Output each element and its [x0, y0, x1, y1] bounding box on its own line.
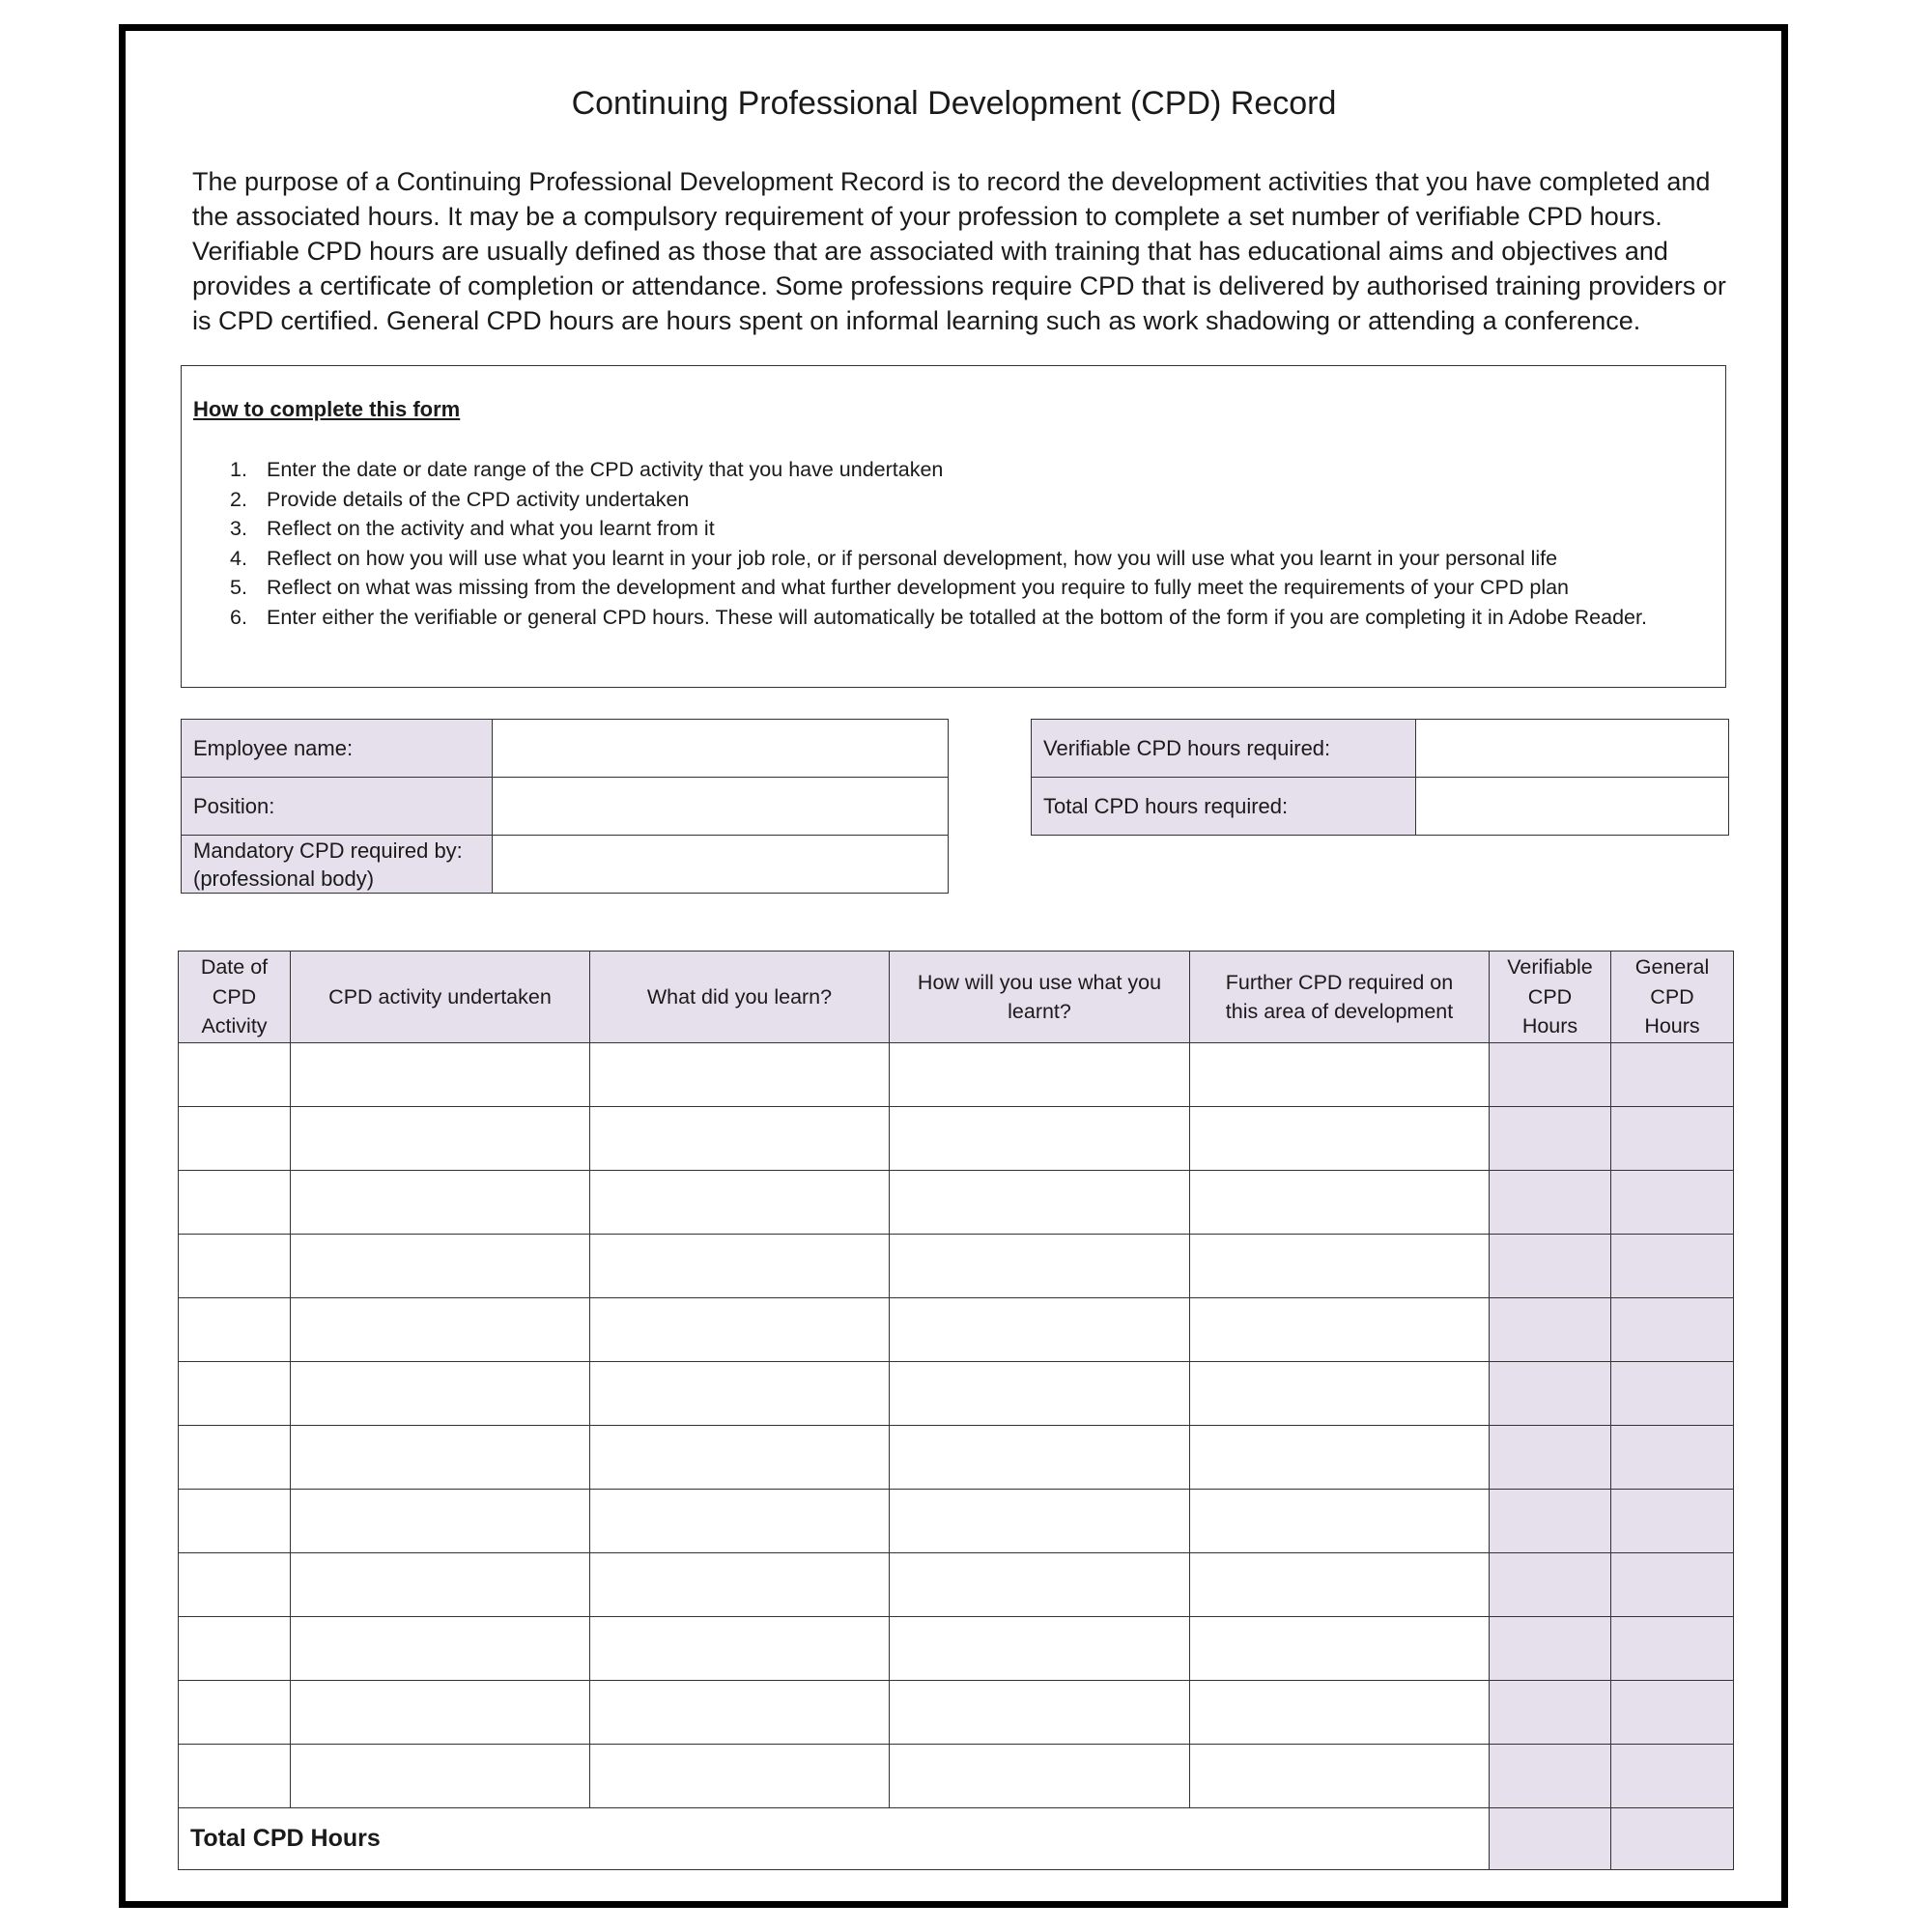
- further-cell[interactable]: [1190, 1426, 1490, 1490]
- learn-cell[interactable]: [590, 1617, 890, 1681]
- further-cell[interactable]: [1190, 1298, 1490, 1362]
- activity-cell[interactable]: [291, 1553, 590, 1617]
- step-text: Reflect on the activity and what you learnt from it: [267, 517, 715, 540]
- position-field[interactable]: [493, 778, 949, 836]
- instructions-title: How to complete this form: [193, 397, 461, 421]
- verifiable-hours-cell[interactable]: [1490, 1745, 1611, 1808]
- activity-cell[interactable]: [291, 1043, 590, 1107]
- header-verifiable-line: Verifiable: [1507, 955, 1593, 980]
- page-title: Continuing Professional Development (CPD) Record: [571, 85, 1337, 122]
- general-hours-cell[interactable]: [1611, 1490, 1734, 1553]
- hours-required-table: [1031, 719, 1729, 836]
- use-cell[interactable]: [890, 1490, 1190, 1553]
- further-cell[interactable]: [1190, 1490, 1490, 1553]
- step-number: 2.: [230, 487, 247, 511]
- header-further-line: Further CPD required on: [1225, 970, 1454, 994]
- further-cell[interactable]: [1190, 1043, 1490, 1107]
- date-cell[interactable]: [179, 1490, 291, 1553]
- use-cell[interactable]: [890, 1553, 1190, 1617]
- table-row: [179, 1235, 1734, 1298]
- learn-cell[interactable]: [590, 1426, 890, 1490]
- step-number: 6.: [230, 605, 247, 629]
- further-cell[interactable]: [1190, 1171, 1490, 1235]
- header-use-line: How will you use what you: [917, 970, 1162, 994]
- instruction-step: [230, 544, 1708, 574]
- cpd-log-table: [178, 951, 1734, 1870]
- use-cell[interactable]: [890, 1107, 1190, 1171]
- verifiable-hours-cell[interactable]: [1490, 1617, 1611, 1681]
- general-hours-cell[interactable]: [1611, 1235, 1734, 1298]
- further-cell[interactable]: [1190, 1681, 1490, 1745]
- learn-cell[interactable]: [590, 1553, 890, 1617]
- position-label: Position:: [182, 778, 493, 836]
- verifiable-hours-cell[interactable]: [1490, 1235, 1611, 1298]
- instruction-step: [230, 485, 1708, 515]
- general-hours-cell[interactable]: [1611, 1171, 1734, 1235]
- table-row: [179, 1426, 1734, 1490]
- header-general-line: CPD: [1650, 984, 1694, 1009]
- mandatory-cpd-field[interactable]: [493, 836, 949, 894]
- instructions-list: [230, 455, 1708, 632]
- use-cell[interactable]: [890, 1043, 1190, 1107]
- date-cell[interactable]: [179, 1362, 291, 1426]
- learn-cell[interactable]: [590, 1490, 890, 1553]
- verifiable-hours-cell[interactable]: [1490, 1426, 1611, 1490]
- general-hours-cell[interactable]: [1611, 1553, 1734, 1617]
- verifiable-hours-cell[interactable]: [1490, 1362, 1611, 1426]
- date-cell[interactable]: [179, 1298, 291, 1362]
- table-row: [179, 1553, 1734, 1617]
- step-number: 1.: [230, 458, 247, 481]
- verifiable-hours-cell[interactable]: [1490, 1107, 1611, 1171]
- activity-cell[interactable]: [291, 1107, 590, 1171]
- date-cell[interactable]: [179, 1617, 291, 1681]
- header-verifiable-line: Hours: [1521, 1014, 1578, 1038]
- intro-paragraph: The purpose of a Continuing Professional Development Record is to record the development activities that you have completed and the associated hours. It may be a compulsory requirement of your profession to complete a set number of verifiable CPD hours. Verifiable CPD hours are usually defined as those that are associated with training that has educational aims and objectives and provides a certificate of completion or attendance. Some professions require CPD that is delivered by authorised training providers or is CPD certified. General CPD hours are hours spent on informal learning such as work shadowing or attending a conference.: [192, 167, 1726, 335]
- table-row: [179, 1681, 1734, 1745]
- use-cell[interactable]: [890, 1745, 1190, 1808]
- use-cell[interactable]: [890, 1235, 1190, 1298]
- date-cell[interactable]: [179, 1745, 291, 1808]
- further-cell[interactable]: [1190, 1362, 1490, 1426]
- date-cell[interactable]: [179, 1043, 291, 1107]
- header-further: [1190, 952, 1490, 1043]
- table-row: [179, 1745, 1734, 1808]
- cpd-log-body: [179, 1043, 1734, 1808]
- activity-cell[interactable]: [291, 1298, 590, 1362]
- activity-cell[interactable]: [291, 1171, 590, 1235]
- learn-cell[interactable]: [590, 1745, 890, 1808]
- verifiable-hours-cell[interactable]: [1490, 1043, 1611, 1107]
- further-cell[interactable]: [1190, 1235, 1490, 1298]
- further-cell[interactable]: [1190, 1553, 1490, 1617]
- header-general: [1611, 952, 1734, 1043]
- employee-name-label: Employee name:: [182, 720, 493, 778]
- learn-cell[interactable]: [590, 1043, 890, 1107]
- total-hours-required-field[interactable]: [1416, 778, 1729, 836]
- further-cell[interactable]: [1190, 1617, 1490, 1681]
- table-row: [179, 1043, 1734, 1107]
- total-general-hours-cell[interactable]: [1611, 1808, 1734, 1870]
- step-number: 4.: [230, 546, 247, 570]
- use-cell[interactable]: [890, 1681, 1190, 1745]
- total-hours-required-label: Total CPD hours required:: [1032, 778, 1416, 836]
- employee-info-table: [181, 719, 949, 894]
- general-hours-cell[interactable]: [1611, 1617, 1734, 1681]
- learn-cell[interactable]: [590, 1235, 890, 1298]
- total-cpd-hours-label: Total CPD Hours: [179, 1808, 1490, 1870]
- general-hours-cell[interactable]: [1611, 1043, 1734, 1107]
- use-cell[interactable]: [890, 1617, 1190, 1681]
- date-cell[interactable]: [179, 1553, 291, 1617]
- activity-cell[interactable]: [291, 1681, 590, 1745]
- instruction-step: [230, 455, 1708, 485]
- learn-cell[interactable]: [590, 1298, 890, 1362]
- table-row: [179, 1107, 1734, 1171]
- header-activity: CPD activity undertaken: [291, 952, 590, 1043]
- mandatory-cpd-label-line1: Mandatory CPD required by:: [193, 838, 463, 863]
- activity-cell[interactable]: [291, 1490, 590, 1553]
- activity-cell[interactable]: [291, 1617, 590, 1681]
- verifiable-hours-cell[interactable]: [1490, 1553, 1611, 1617]
- activity-cell[interactable]: [291, 1745, 590, 1808]
- instructions-box: [181, 365, 1726, 688]
- header-verifiable-line: CPD: [1527, 984, 1573, 1009]
- use-cell[interactable]: [890, 1362, 1190, 1426]
- use-cell[interactable]: [890, 1426, 1190, 1490]
- general-hours-cell[interactable]: [1611, 1426, 1734, 1490]
- learn-cell[interactable]: [590, 1107, 890, 1171]
- header-verifiable: [1490, 952, 1611, 1043]
- verifiable-hours-required-field[interactable]: [1416, 720, 1729, 778]
- date-cell[interactable]: [179, 1235, 291, 1298]
- table-row: [179, 1490, 1734, 1553]
- instruction-step: [230, 514, 1708, 544]
- header-date: [179, 952, 291, 1043]
- header-general-line: Hours: [1644, 1014, 1700, 1038]
- header-use-line: learnt?: [1008, 1000, 1071, 1023]
- header-learn: What did you learn?: [590, 952, 890, 1043]
- further-cell[interactable]: [1190, 1107, 1490, 1171]
- step-text: Enter the date or date range of the CPD activity that you have undertaken: [267, 458, 944, 481]
- use-cell[interactable]: [890, 1298, 1190, 1362]
- date-cell[interactable]: [179, 1681, 291, 1745]
- verifiable-hours-cell[interactable]: [1490, 1490, 1611, 1553]
- instruction-step: [230, 603, 1708, 633]
- activity-cell[interactable]: [291, 1426, 590, 1490]
- step-text: Provide details of the CPD activity undertaken: [267, 487, 690, 511]
- step-text: Reflect on what was missing from the development and what further development you require to fully meet the requirements of your CPD plan: [267, 576, 1570, 599]
- header-further-line: this area of development: [1225, 1000, 1454, 1023]
- date-cell[interactable]: [179, 1107, 291, 1171]
- verifiable-hours-cell[interactable]: [1490, 1681, 1611, 1745]
- date-cell[interactable]: [179, 1426, 291, 1490]
- table-row: [179, 1617, 1734, 1681]
- general-hours-cell[interactable]: [1611, 1107, 1734, 1171]
- general-hours-cell[interactable]: [1611, 1745, 1734, 1808]
- mandatory-cpd-label-line2: (professional body): [193, 866, 375, 891]
- learn-cell[interactable]: [590, 1171, 890, 1235]
- instruction-step: [230, 573, 1708, 603]
- header-general-line: General: [1634, 955, 1710, 980]
- verifiable-hours-cell[interactable]: [1490, 1171, 1611, 1235]
- table-row: [179, 1171, 1734, 1235]
- employee-name-field[interactable]: [493, 720, 949, 778]
- header-date-line: CPD: [212, 984, 257, 1009]
- activity-cell[interactable]: [291, 1235, 590, 1298]
- mandatory-cpd-label: [182, 836, 493, 894]
- general-hours-cell[interactable]: [1611, 1298, 1734, 1362]
- step-number: 3.: [230, 517, 247, 540]
- learn-cell[interactable]: [590, 1362, 890, 1426]
- header-date-line: Date of: [200, 955, 269, 980]
- verifiable-hours-cell[interactable]: [1490, 1298, 1611, 1362]
- general-hours-cell[interactable]: [1611, 1362, 1734, 1426]
- further-cell[interactable]: [1190, 1745, 1490, 1808]
- table-row: [179, 1298, 1734, 1362]
- use-cell[interactable]: [890, 1171, 1190, 1235]
- date-cell[interactable]: [179, 1171, 291, 1235]
- step-number: 5.: [230, 576, 247, 599]
- header-use: [890, 952, 1190, 1043]
- activity-cell[interactable]: [291, 1362, 590, 1426]
- step-text: Enter either the verifiable or general CPD hours. These will automatically be totalled at the bottom of the form if you are completing it in Adobe Reader.: [267, 605, 1647, 629]
- general-hours-cell[interactable]: [1611, 1681, 1734, 1745]
- verifiable-hours-required-label: Verifiable CPD hours required:: [1032, 720, 1416, 778]
- table-row: [179, 1362, 1734, 1426]
- learn-cell[interactable]: [590, 1681, 890, 1745]
- header-date-line: Activity: [201, 1014, 268, 1038]
- step-text: Reflect on how you will use what you learnt in your job role, or if personal development, how you will use what you learnt in your personal life: [267, 546, 1558, 570]
- total-verifiable-hours-cell[interactable]: [1490, 1808, 1611, 1870]
